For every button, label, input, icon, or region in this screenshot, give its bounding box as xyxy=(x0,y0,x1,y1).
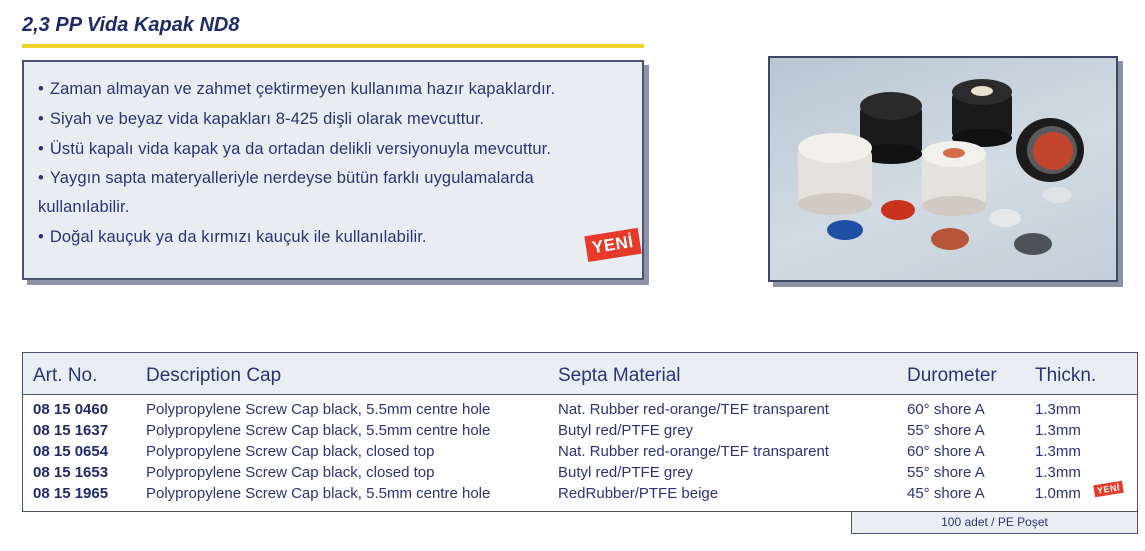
grey-septum-icon xyxy=(1014,233,1052,255)
product-photo xyxy=(768,56,1118,282)
cell-description: Polypropylene Screw Cap black, closed top xyxy=(146,464,435,481)
clear-septum-icon xyxy=(1042,187,1072,203)
cell-art-no: 08 15 1965 xyxy=(33,485,109,502)
cell-art-no: 08 15 1637 xyxy=(33,422,109,439)
cell-durometer: 60° shore A xyxy=(907,443,985,460)
cell-art-no: 08 15 0654 xyxy=(33,443,109,460)
product-table xyxy=(22,352,1138,512)
cell-durometer: 45° shore A xyxy=(907,485,985,502)
cell-description: Polypropylene Screw Cap black, 5.5mm centre hole xyxy=(146,485,491,502)
table-row xyxy=(23,485,1137,506)
header-art-no: Art. No. xyxy=(33,365,98,386)
cell-thickness: 1.3mm xyxy=(1035,443,1081,460)
cell-septa: Butyl red/PTFE grey xyxy=(558,464,694,481)
white-cap-hole-icon xyxy=(922,141,986,216)
header-durometer: Durometer xyxy=(907,365,997,386)
cell-durometer: 60° shore A xyxy=(907,401,985,418)
header-description: Description Cap xyxy=(146,365,282,386)
cell-thickness: 1.3mm xyxy=(1035,464,1081,481)
orange-septum-icon xyxy=(931,228,969,250)
feature-item xyxy=(38,164,598,222)
table-row xyxy=(23,443,1137,464)
bullet: • xyxy=(38,140,44,158)
feature-text: Siyah ve beyaz vida kapakları 8-425 dişli olarak mevcuttur. xyxy=(49,110,485,128)
features-panel xyxy=(22,60,644,280)
section-title: 2,3 PP Vida Kapak ND8 xyxy=(22,14,240,36)
bullet: • xyxy=(38,228,44,246)
feature-text: Zaman almayan ve zahmet çektirmeyen kullanıma hazır kapaklardır. xyxy=(49,80,556,98)
caps-illustration xyxy=(770,58,1116,280)
cell-description: Polypropylene Screw Cap black, closed top xyxy=(146,443,435,460)
feature-text: Doğal kauçuk ya da kırmızı kauçuk ile kullanılabilir. xyxy=(49,228,427,246)
cell-art-no: 08 15 1653 xyxy=(33,464,109,481)
cell-septa: Nat. Rubber red-orange/TEF transparent xyxy=(558,401,829,418)
header-thickness: Thickn. xyxy=(1035,365,1097,386)
feature-item xyxy=(38,222,628,252)
bullet: • xyxy=(38,169,44,187)
feature-item xyxy=(38,104,628,134)
blue-septum-icon xyxy=(827,220,863,240)
clear-septum-icon xyxy=(989,209,1021,227)
cell-description: Polypropylene Screw Cap black, 5.5mm centre hole xyxy=(146,401,491,418)
feature-text: Yaygın sapta materyalleriyle nerdeyse bütün farklı uygulamalarda kullanılabilir. xyxy=(38,169,534,216)
black-cap-septum-icon xyxy=(952,79,1012,147)
title-underline xyxy=(22,44,644,48)
bullet: • xyxy=(38,80,44,98)
new-badge-small: YENİ xyxy=(1093,481,1124,497)
cell-durometer: 55° shore A xyxy=(907,464,985,481)
cell-thickness: 1.0mm xyxy=(1035,485,1081,502)
new-badge: YENİ xyxy=(584,228,641,262)
cell-durometer: 55° shore A xyxy=(907,422,985,439)
red-septum-icon xyxy=(881,200,915,220)
header-septa: Septa Material xyxy=(558,365,681,386)
feature-item xyxy=(38,74,628,104)
table-header xyxy=(23,353,1137,395)
cell-thickness: 1.3mm xyxy=(1035,401,1081,418)
packaging-note: 100 adet / PE Poşet xyxy=(851,512,1138,534)
cell-septa: Nat. Rubber red-orange/TEF transparent xyxy=(558,443,829,460)
cell-septa: RedRubber/PTFE beige xyxy=(558,485,719,502)
feature-text: Üstü kapalı vida kapak ya da ortadan delikli versiyonuyla mevcuttur. xyxy=(49,140,552,158)
table-row xyxy=(23,464,1137,485)
cell-thickness: 1.3mm xyxy=(1035,422,1081,439)
open-cap-icon xyxy=(1016,118,1084,182)
cell-art-no: 08 15 0460 xyxy=(33,401,109,418)
white-cap-icon xyxy=(798,133,872,215)
table-row xyxy=(23,422,1137,443)
bullet: • xyxy=(38,110,44,128)
cell-description: Polypropylene Screw Cap black, 5.5mm centre hole xyxy=(146,422,491,439)
features-list xyxy=(38,74,628,252)
cell-septa: Butyl red/PTFE grey xyxy=(558,422,694,439)
feature-item xyxy=(38,134,628,164)
table-row xyxy=(23,401,1137,422)
